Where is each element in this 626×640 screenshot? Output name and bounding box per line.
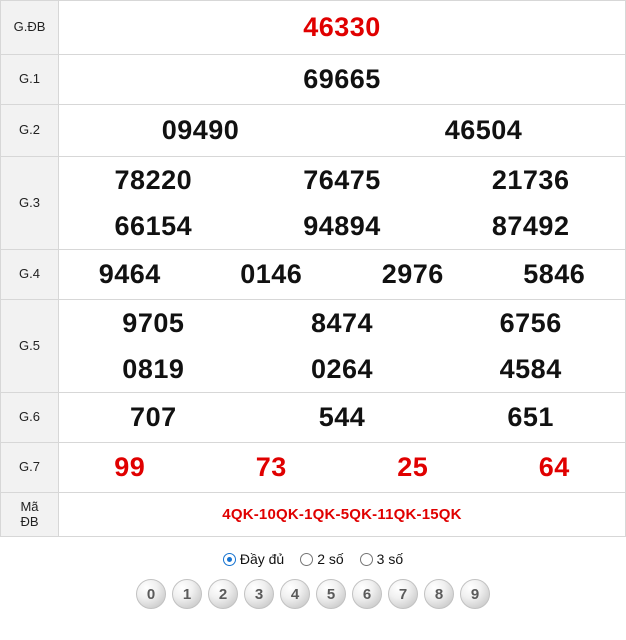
result-number: 66154 [114,210,193,241]
result-number: 0146 [240,259,303,289]
table-row [1,55,626,105]
row-label-db: G.ĐB [1,1,59,55]
row-values-db [59,1,626,55]
digit-ball-2[interactable]: 2 [208,579,238,609]
radio-label: 3 số [376,551,404,567]
radio-option-two-digits[interactable] [300,551,343,567]
row-values-g2 [59,105,626,157]
row-label-g7: G.7 [1,443,59,493]
result-number: 0264 [310,353,374,384]
digit-ball-1[interactable]: 1 [172,579,202,609]
table-row [1,443,626,493]
row-values-code [59,493,626,537]
radio-option-three-digits[interactable] [360,551,403,567]
result-number: 73 [255,452,287,482]
result-number: 94894 [303,210,381,241]
result-number: 9705 [122,307,185,338]
table-row [1,493,626,537]
digit-ball-5[interactable]: 5 [316,579,346,609]
radio-label: Đầy đủ [239,551,285,567]
row-label-code [1,493,59,537]
table-row [1,105,626,157]
table-row [1,157,626,250]
display-mode-radio-group [0,551,626,567]
result-number: 46504 [444,115,523,145]
digit-ball-7[interactable]: 7 [388,579,418,609]
result-number: 651 [507,402,554,432]
result-number: 25 [397,452,429,482]
result-number: 6756 [499,307,562,338]
result-number: 69665 [303,64,381,94]
row-values-g4 [59,250,626,300]
result-number: 09490 [161,115,240,145]
row-label-code-line1: Mã [20,498,39,514]
result-number: 9464 [98,259,161,289]
radio-dot-icon[interactable] [360,553,373,566]
result-number: 21736 [491,164,570,195]
result-number: 87492 [491,210,570,241]
result-number: 78220 [114,164,193,195]
digit-ball-8[interactable]: 8 [424,579,454,609]
digit-ball-6[interactable]: 6 [352,579,382,609]
row-values-g5 [59,300,626,393]
result-number: 5846 [523,259,586,289]
result-number: 544 [318,402,366,432]
result-number: 0819 [122,353,185,384]
row-values-g1 [59,55,626,105]
table-row [1,1,626,55]
digit-filter-balls [0,579,626,609]
radio-dot-icon[interactable] [300,553,313,566]
digit-ball-3[interactable]: 3 [244,579,274,609]
row-label-g2: G.2 [1,105,59,157]
row-label-g3: G.3 [1,157,59,250]
digit-ball-4[interactable]: 4 [280,579,310,609]
result-number: 46330 [303,12,381,42]
result-number: 99 [114,452,146,482]
table-row [1,300,626,393]
result-number: 64 [538,452,570,482]
result-number: 2976 [381,259,444,289]
radio-dot-icon[interactable] [223,553,236,566]
row-values-g3 [59,157,626,250]
digit-ball-9[interactable]: 9 [460,579,490,609]
row-label-g6: G.6 [1,393,59,443]
result-number: 707 [130,402,177,432]
row-label-code-line2: ĐB [20,513,39,529]
row-values-g6 [59,393,626,443]
special-code-text: 4QK-10QK-1QK-5QK-11QK-15QK [222,506,462,523]
row-label-g5: G.5 [1,300,59,393]
radio-label: 2 số [317,551,344,567]
table-row [1,393,626,443]
row-label-g4: G.4 [1,250,59,300]
row-values-g7 [59,443,626,493]
row-label-g1: G.1 [1,55,59,105]
digit-ball-0[interactable]: 0 [136,579,166,609]
radio-option-full[interactable] [223,551,284,567]
table-row [1,250,626,300]
result-number: 8474 [310,307,374,338]
result-number: 76475 [303,164,381,195]
result-number: 4584 [499,353,562,384]
results-filter-footer [0,537,626,609]
